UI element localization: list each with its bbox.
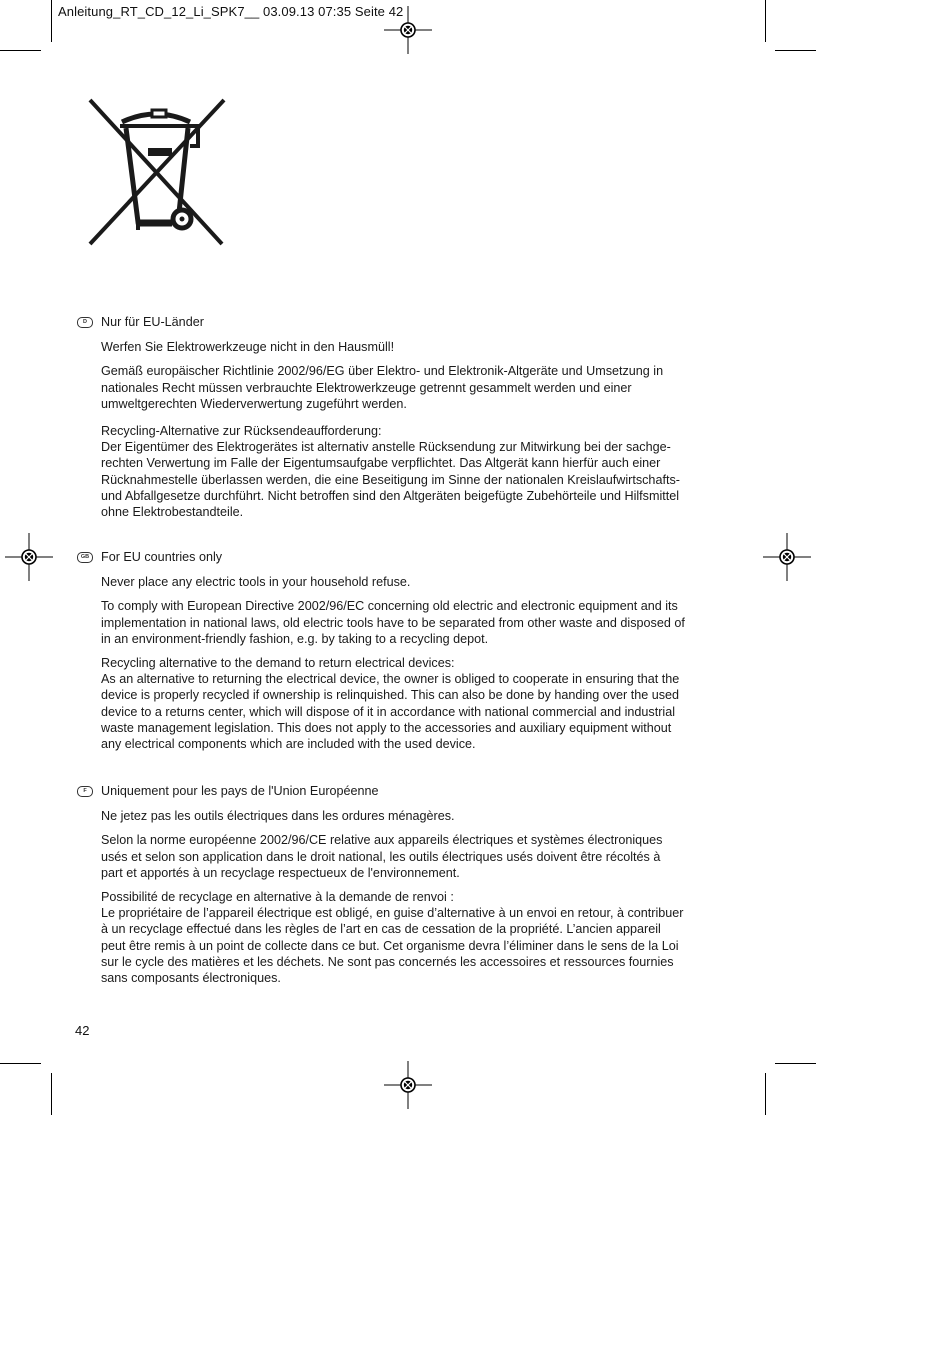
language-badge: D [77,317,93,328]
crop-mark [0,50,41,51]
crop-mark [775,50,816,51]
paragraph: Ne jetez pas les outils électriques dans les ordures ménagères. [101,809,455,824]
paragraph: To comply with European Directive 2002/96/EC concerning old electric and electronic equipment and its implementation in national laws, old electric tools have to be separated from other waste and disposed of in an environment-friendly fashion, e.g. by taking to a recycling depot. [101,599,685,646]
registration-mark-icon [384,6,432,54]
crop-mark [765,0,766,42]
print-slug: Anleitung_RT_CD_12_Li_SPK7__ 03.09.13 07:35 Seite 42 [58,4,404,19]
paragraph: Gemäß europäischer Richtlinie 2002/96/EG über Elektro- und Elektronik-Altgeräte und Umsetzung in nationales Recht müssen verbrauchte Elektrowerkzeuge getrennt gesammelt werden und einer umweltgerechten Wiederverwertung zugeführt werden. [101,364,664,411]
paragraph: Possibilité de recyclage en alternative à la demande de renvoi : Le propriétaire de l’appareil électrique est obligé, en guise d’alternative à un envoi en retour, à contribuer à un recyclage effectué dans les règles de l’art en cas de cessation de la propriété. L’ancien appareil peut être remis à un point de collecte dans ce but. Cet organisme devra l’éliminer dans le sens de la Loi sur le cycle des matières et les déchets. Ne sont pas concernés les accessoires et ressources fournies sans composants électroniques. [101,890,684,986]
language-badge: GB [77,552,93,563]
crop-mark [0,1063,41,1064]
section-heading: Nur für EU-Länder [101,315,204,329]
registration-mark-icon [384,1061,432,1109]
paragraph: Recycling-Alternative zur Rücksendeaufforderung: Der Eigentümer des Elektrogerätes ist alternativ anstelle Rücksendung zur Mitwirkung bei der sachge- rechten Verwertung im Falle der Eigentumsaufgabe verpflichtet. Das Altgerät kann hierfür auch einer Rücknahmestelle überlassen werden, die eine Beseitigung im Sinne der nationalen Kreislaufwirtschafts- und Abfallgesetze durchführt. Nicht betroffen sind den Altgeräten beigefügte Zubehörteile und Hilfsmittel ohne Elektrobestandteile. [101,424,680,520]
page-number: 42 [75,1023,90,1038]
section-english [80,549,741,760]
section-heading: For EU countries only [101,550,223,564]
section-french [83,783,741,994]
registration-mark-icon [5,533,53,581]
section-german [83,314,741,528]
crop-mark [765,1073,766,1115]
paragraph: Selon la norme européenne 2002/96/CE relative aux appareils électriques et systèmes électroniques usés et selon son application dans le droit national, les outils électriques usés doivent être récoltés à part et apportés à un recyclage respectueux de l'environnement. [101,833,663,880]
paragraph: Werfen Sie Elektrowerkzeuge nicht in den Hausmüll! [101,340,395,355]
crossed-out-wheelie-bin-icon [86,96,228,248]
section-heading: Uniquement pour les pays de l'Union Européenne [101,784,379,798]
crop-mark [51,1073,52,1115]
crop-mark [775,1063,816,1064]
crop-mark [51,0,52,42]
language-badge: F [77,786,93,797]
paragraph: Recycling alternative to the demand to return electrical devices: As an alternative to returning the electrical device, the owner is obliged to cooperate in ensuring that the device is properly recycled if ownership is relinquished. This can also be done by handing over the used device to a returns center, which will dispose of it in accordance with national commercial and industrial waste management legislation. This does not apply to the accessories and auxiliary equipment without any electrical components which are included with the used device. [101,656,680,752]
registration-mark-icon [763,533,811,581]
paragraph: Never place any electric tools in your household refuse. [101,575,411,590]
